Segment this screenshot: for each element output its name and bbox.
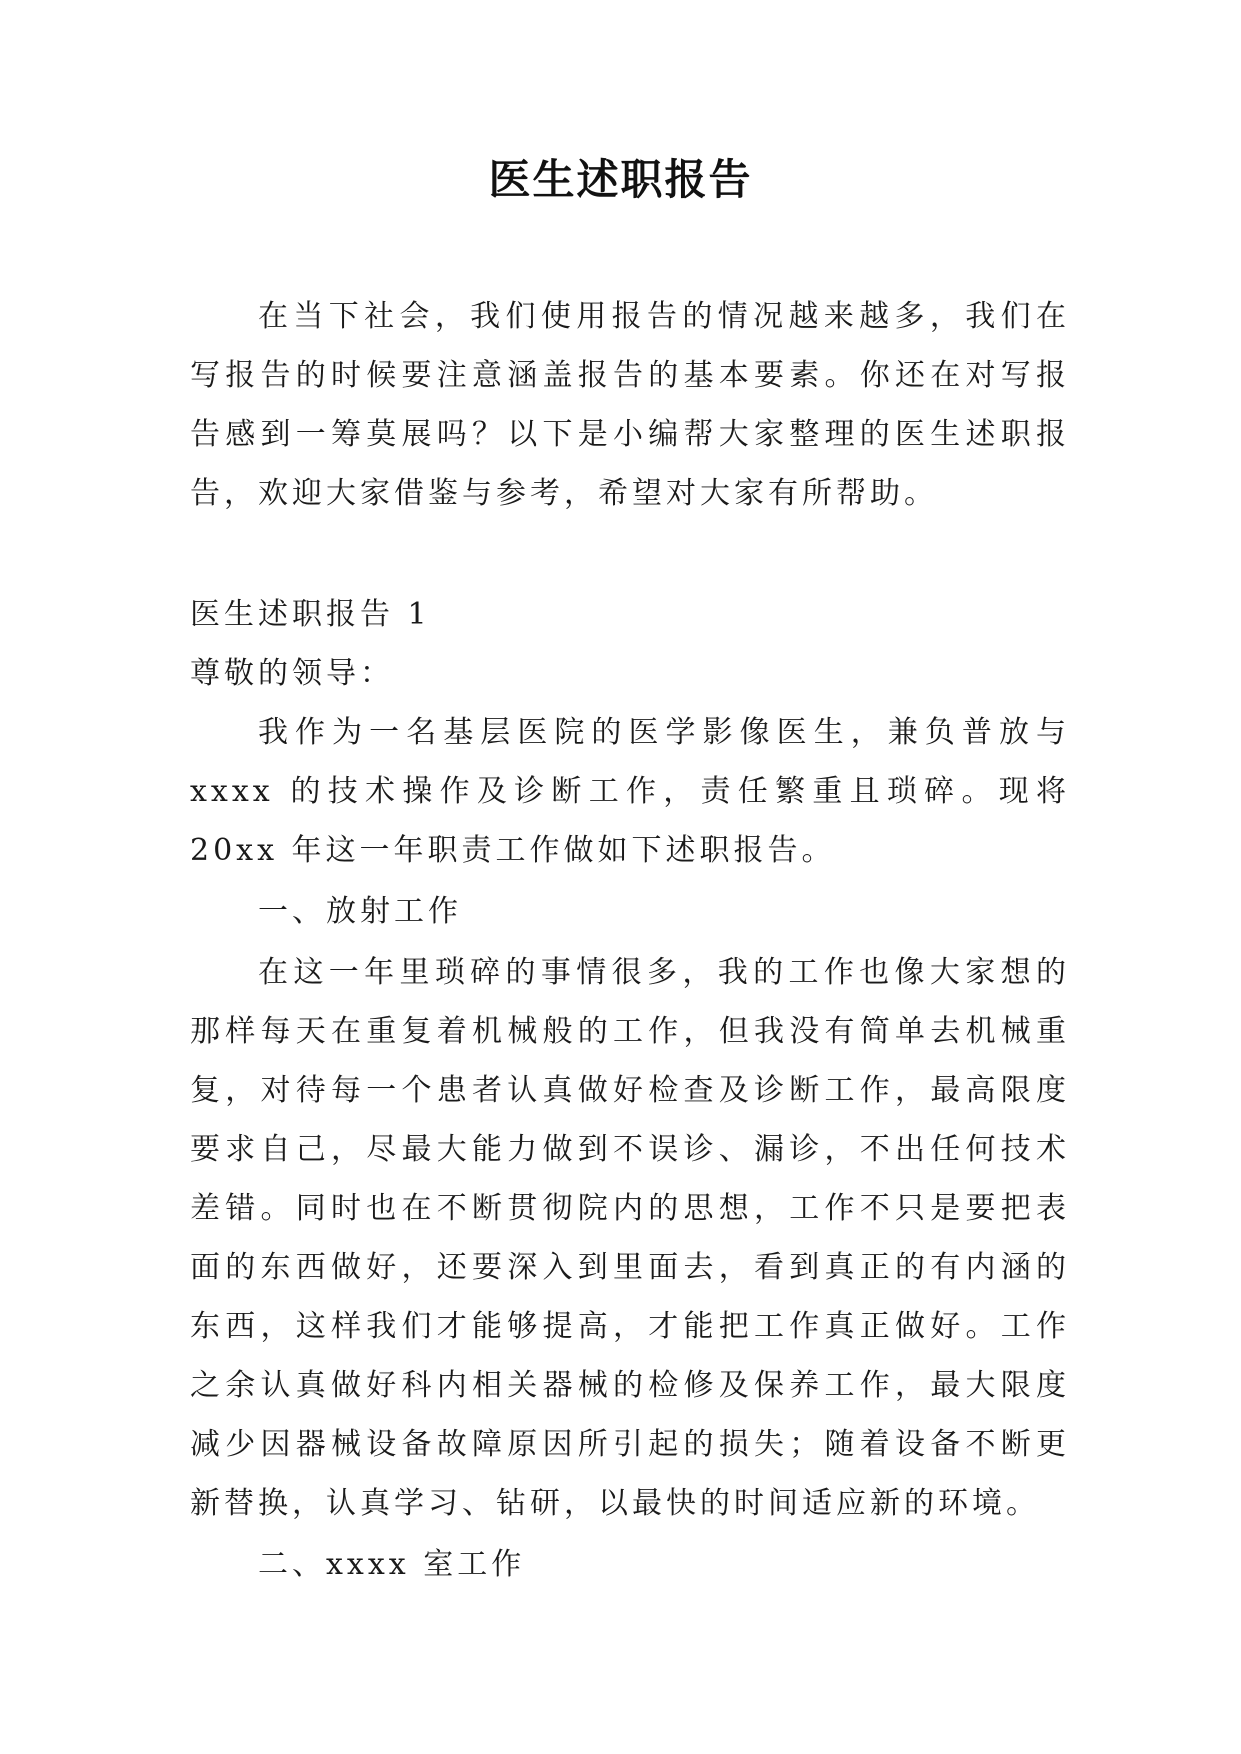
body-paragraph-1: 我作为一名基层医院的医学影像医生，兼负普放与 xxxx 的技术操作及诊断工作，责任繁重且琐碎。现将 20xx 年这一年职责工作做如下述职报告。 [190,715,1070,868]
body-paragraph-2: 在这一年里琐碎的事情很多，我的工作也像大家想的那样每天在重复着机械般的工作，但我没有简单去机械重复，对待每一个患者认真做好检查及诊断工作，最高限度要求自己，尽最大能力做到不误诊、漏诊，不出任何技术差错。同时也在不断贯彻院内的思想，工作不只是要把表面的东西做好，还要深入到里面去，看到真正的有内涵的东西，这样我们才能够提高，才能把工作真正做好。工作之余认真做好科内相关器械的检修及保养工作，最大限度减少因器械设备故障原因所引起的损失；随着设备不断更新替换，认真学习、钻研，以最快的时间适应新的环境。 [190,955,1070,1521]
subheading-radiology: 一、放射工作 [258,894,462,929]
intro-section [190,287,1070,523]
document-title: 医生述职报告 [488,155,753,204]
salutation: 尊敬的领导： [190,656,394,691]
section-heading: 医生述职报告 1 [190,597,431,632]
subheading-room: 二、xxxx 室工作 [258,1547,526,1582]
report-body [190,585,1070,1594]
intro-paragraph: 在当下社会，我们使用报告的情况越来越多，我们在写报告的时候要注意涵盖报告的基本要素。你还在对写报告感到一筹莫展吗？以下是小编帮大家整理的医生述职报告，欢迎大家借鉴与参考，希望对大家有所帮助。 [190,299,1070,511]
